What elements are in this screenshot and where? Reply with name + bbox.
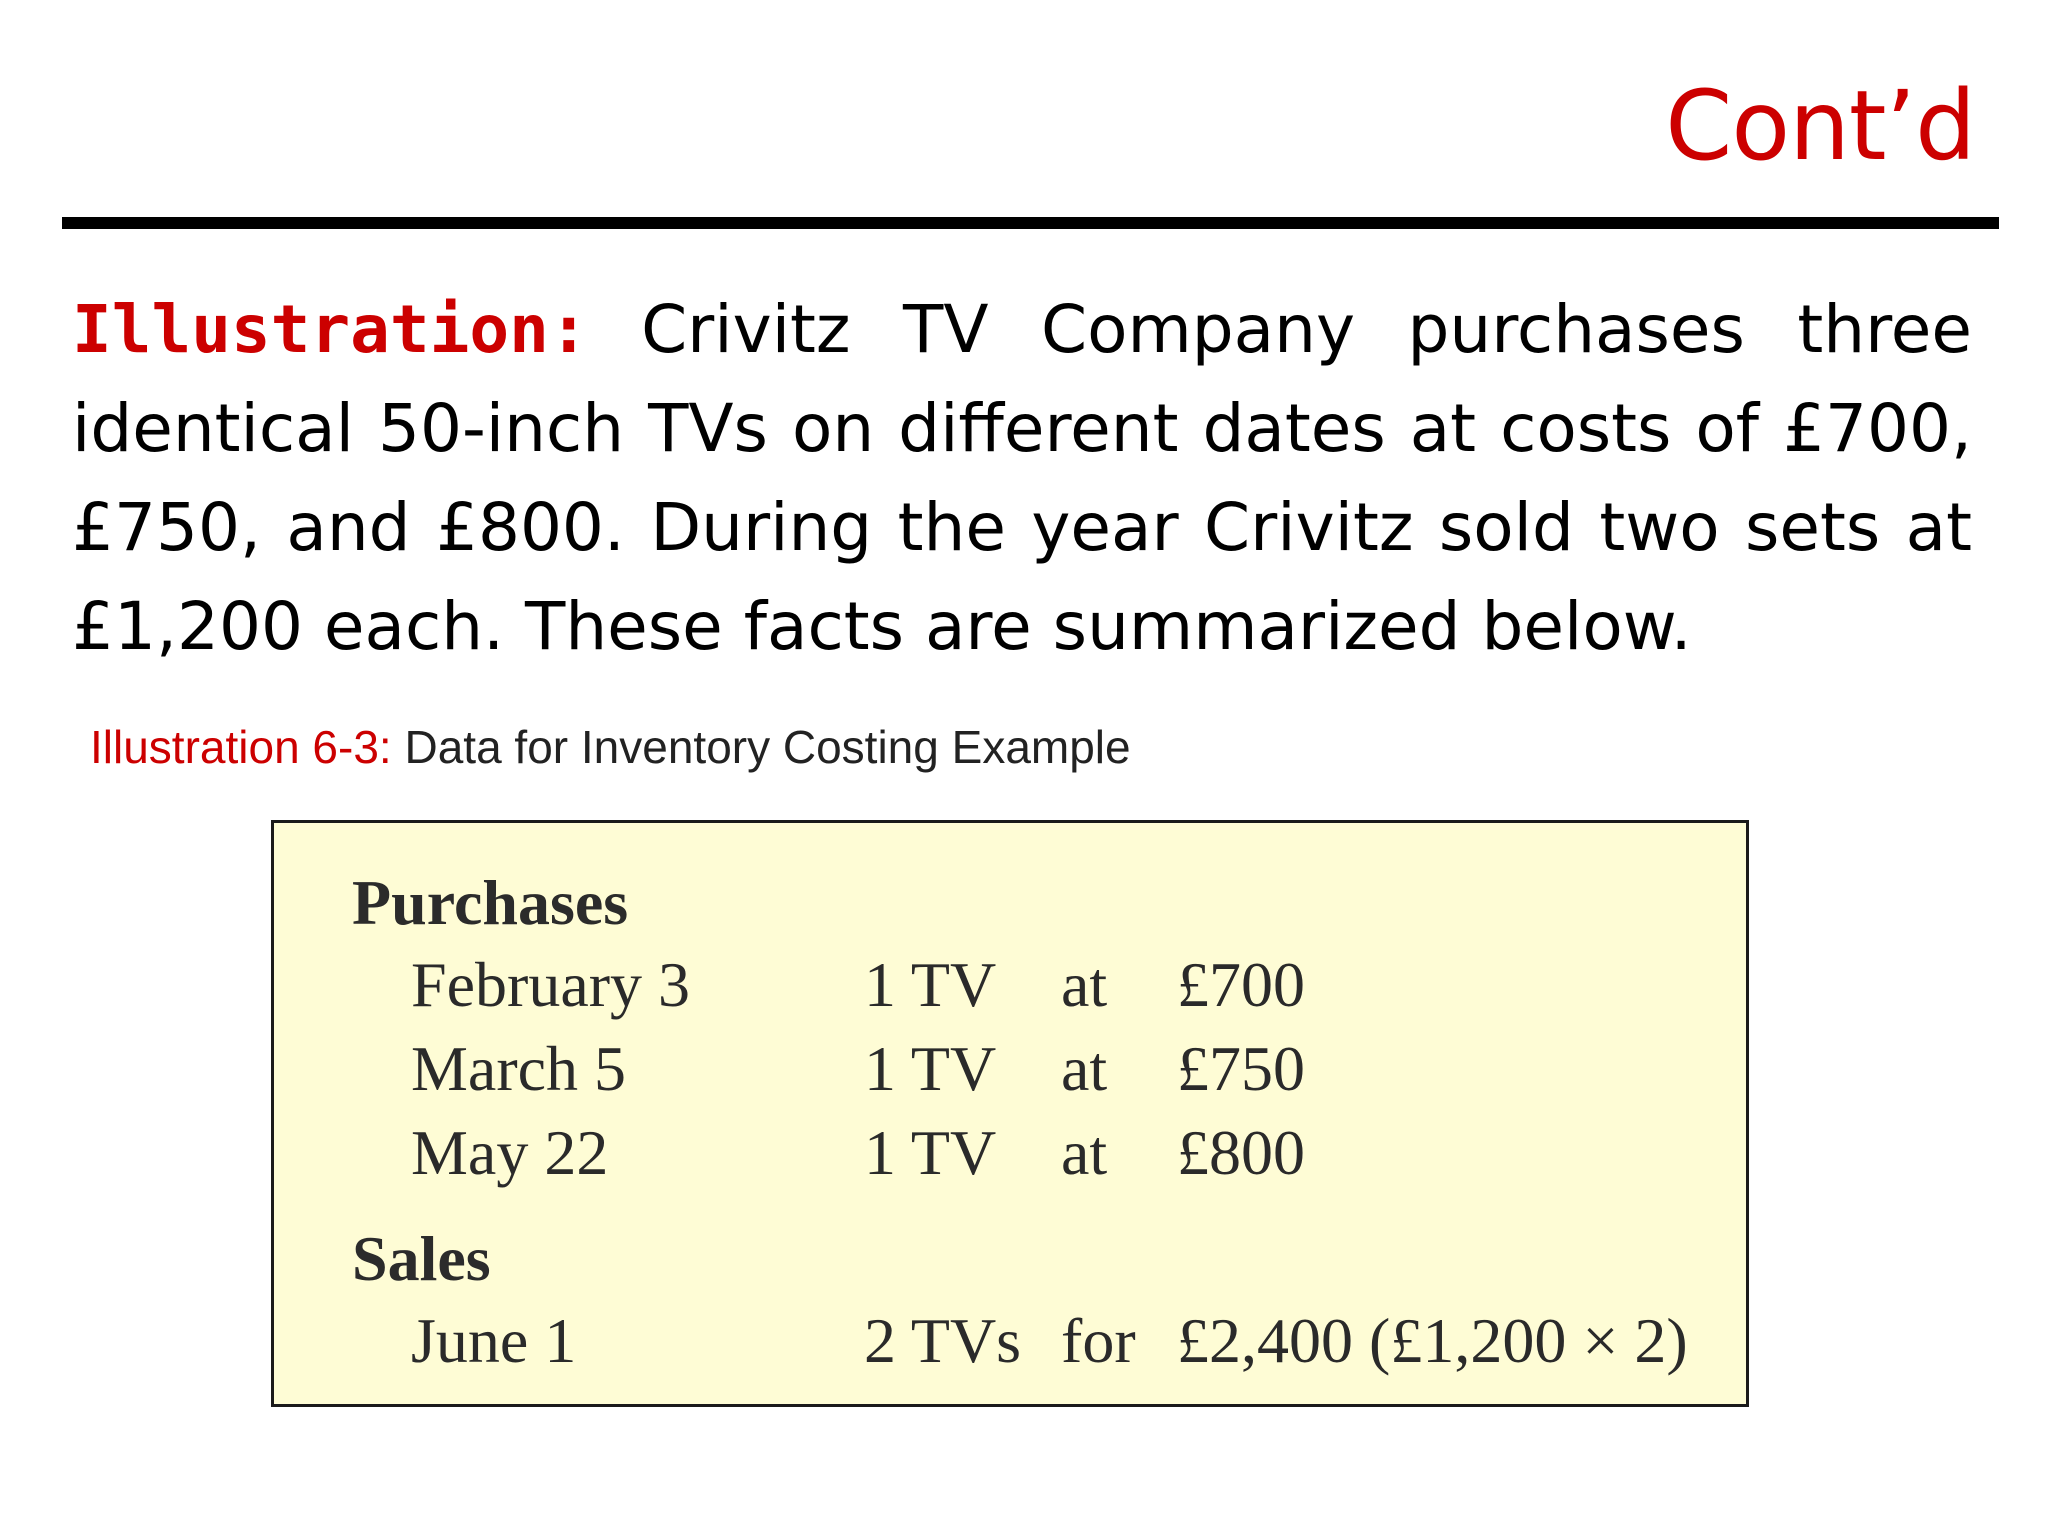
purchase-amount: £750 — [1177, 1033, 1305, 1104]
sale-amount: £2,400 (£1,200 × 2) — [1177, 1305, 1688, 1376]
purchase-date: March 5 — [411, 1033, 627, 1104]
purchase-preposition: at — [1061, 1117, 1108, 1188]
purchase-date: February 3 — [411, 949, 691, 1020]
sale-preposition: for — [1061, 1305, 1136, 1376]
illustration-lead-label: Illustration: — [72, 291, 589, 368]
figure-caption — [90, 720, 1131, 775]
purchase-quantity: 1 TV — [864, 1033, 997, 1104]
sales-heading: Sales — [352, 1223, 491, 1294]
illustration-text: Crivitz TV Company purchases three identical 50-inch TVs on different dates at costs of £700, £750, and £800. During the year Crivitz sold two sets at £1,200 each. These facts are summarized below. — [72, 291, 1972, 665]
sale-quantity: 2 TVs — [864, 1305, 1022, 1376]
purchase-quantity: 1 TV — [864, 1117, 997, 1188]
purchase-amount: £700 — [1177, 949, 1305, 1020]
purchase-date: May 22 — [411, 1117, 609, 1188]
caption-text: Data for Inventory Costing Example — [391, 721, 1131, 773]
purchases-heading: Purchases — [352, 867, 629, 938]
purchase-amount: £800 — [1177, 1117, 1305, 1188]
illustration-paragraph — [72, 280, 1972, 676]
sale-date: June 1 — [411, 1305, 577, 1376]
title-divider — [62, 217, 1999, 229]
purchase-preposition: at — [1061, 1033, 1108, 1104]
purchase-quantity: 1 TV — [864, 949, 997, 1020]
caption-label: Illustration 6-3: — [90, 721, 392, 773]
purchase-preposition: at — [1061, 949, 1108, 1020]
slide-title: Cont’d — [1665, 70, 1975, 182]
inventory-data-box — [271, 820, 1749, 1407]
